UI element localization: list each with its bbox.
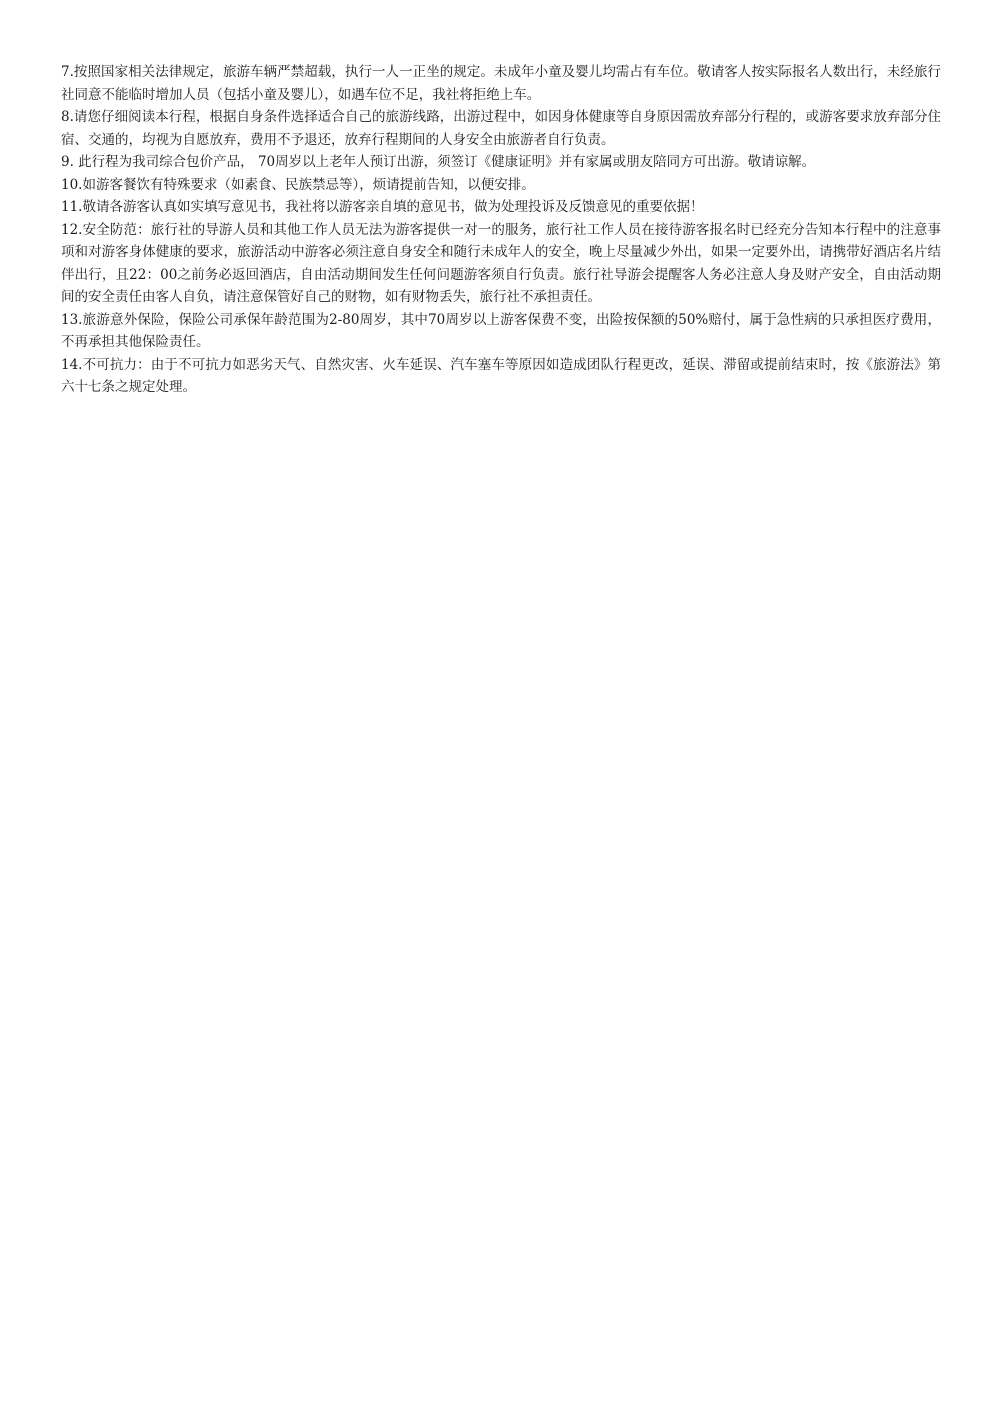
clause-10: 10.如游客餐饮有特殊要求（如素食、民族禁忌等），烦请提前告知，以便安排。 xyxy=(61,176,535,193)
clause-11: 11.敬请各游客认真如实填写意见书，我社将以游客亲自填的意见书，做为处理投诉及反馈意见的重要依据！ xyxy=(61,199,704,215)
clause-9: 9. 此行程为我司综合包价产品， 70周岁以上老年人预订出游，须签订《健康证明》并有家属或朋友陪同方可出游。敬请谅解。 xyxy=(61,154,816,170)
clause-8: 8.请您仔细阅读本行程，根据自身条件选择适合自己的旅游线路，出游过程中，如因身体健康等自身原因需放弃部分行程的，或游客要求放弃部分住宿、交通的，均视为自愿放弃，费用不予退还，放弃行程期间的人身安全由旅游者自行负责。 xyxy=(61,109,941,148)
document-body xyxy=(61,61,941,399)
clause-14: 14.不可抗力：由于不可抗力如恶劣天气、自然灾害、火车延误、汽车塞车等原因如造成团队行程更改，延误、滞留或提前结束时，按《旅游法》第六十七条之规定处理。 xyxy=(61,356,941,395)
clause-7: 7.按照国家相关法律规定，旅游车辆严禁超载，执行一人一正坐的规定。未成年小童及婴儿均需占有车位。敬请客人按实际报名人数出行，未经旅行社同意不能临时增加人员（包括小童及婴儿），如遇车位不足，我社将拒绝上车。 xyxy=(61,64,941,103)
clause-13: 13.旅游意外保险，保险公司承保年龄范围为2-80周岁，其中70周岁以上游客保费不变，出险按保额的50%赔付，属于急性病的只承担医疗费用，不再承担其他保险责任。 xyxy=(61,311,941,350)
clause-12: 12.安全防范：旅行社的导游人员和其他工作人员无法为游客提供一对一的服务，旅行社工作人员在接待游客报名时已经充分告知本行程中的注意事项和对游客身体健康的要求，旅游活动中游客必须注意自身安全和随行未成年人的安全，晚上尽量减少外出，如果一定要外出，请携带好酒店名片结伴出行，且22：00之前务必返回酒店，自由活动期间发生任何问题游客须自行负责。旅行社导游会提醒客人务必注意人身及财产安全，自由活动期间的安全责任由客人自负，请注意保管好自己的财物，如有财物丢失，旅行社不承担责任。 xyxy=(61,221,941,305)
